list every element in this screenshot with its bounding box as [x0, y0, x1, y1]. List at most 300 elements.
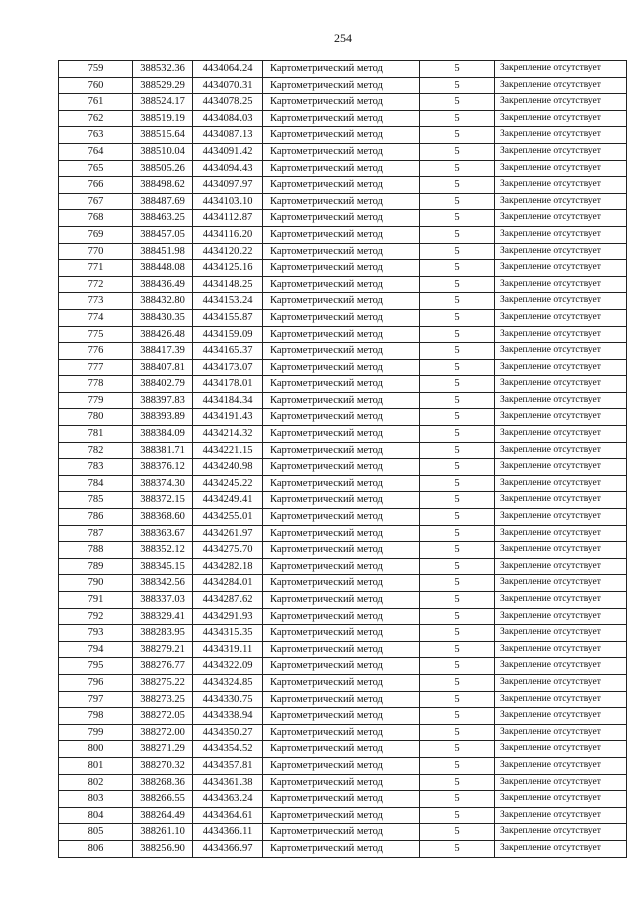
y-coordinate-cell: 4434357.81 — [193, 757, 263, 774]
x-coordinate-cell: 388430.35 — [133, 309, 193, 326]
accuracy-cell: 5 — [420, 791, 495, 808]
point-number-cell: 767 — [59, 193, 133, 210]
method-cell: Картометрический метод — [263, 260, 420, 277]
method-cell: Картометрический метод — [263, 309, 420, 326]
table-row — [59, 94, 627, 111]
table-row — [59, 326, 627, 343]
point-number-cell: 781 — [59, 426, 133, 443]
point-number-cell: 801 — [59, 757, 133, 774]
method-cell: Картометрический метод — [263, 492, 420, 509]
y-coordinate-cell: 4434148.25 — [193, 276, 263, 293]
x-coordinate-cell: 388271.29 — [133, 741, 193, 758]
point-number-cell: 803 — [59, 791, 133, 808]
table-row — [59, 641, 627, 658]
y-coordinate-cell: 4434350.27 — [193, 724, 263, 741]
accuracy-cell: 5 — [420, 592, 495, 609]
accuracy-cell: 5 — [420, 77, 495, 94]
point-number-cell: 789 — [59, 558, 133, 575]
method-cell: Картометрический метод — [263, 791, 420, 808]
table-row — [59, 542, 627, 559]
x-coordinate-cell: 388345.15 — [133, 558, 193, 575]
fixation-cell: Закрепление отсутствует — [495, 226, 627, 243]
x-coordinate-cell: 388266.55 — [133, 791, 193, 808]
accuracy-cell: 5 — [420, 442, 495, 459]
table-row — [59, 61, 627, 78]
y-coordinate-cell: 4434078.25 — [193, 94, 263, 111]
accuracy-cell: 5 — [420, 110, 495, 127]
y-coordinate-cell: 4434319.11 — [193, 641, 263, 658]
y-coordinate-cell: 4434361.38 — [193, 774, 263, 791]
method-cell: Картометрический метод — [263, 592, 420, 609]
fixation-cell: Закрепление отсутствует — [495, 840, 627, 857]
point-number-cell: 759 — [59, 61, 133, 78]
fixation-cell: Закрепление отсутствует — [495, 210, 627, 227]
x-coordinate-cell: 388276.77 — [133, 658, 193, 675]
point-number-cell: 793 — [59, 625, 133, 642]
x-coordinate-cell: 388463.25 — [133, 210, 193, 227]
x-coordinate-cell: 388515.64 — [133, 127, 193, 144]
y-coordinate-cell: 4434240.98 — [193, 459, 263, 476]
method-cell: Картометрический метод — [263, 459, 420, 476]
accuracy-cell: 5 — [420, 426, 495, 443]
accuracy-cell: 5 — [420, 376, 495, 393]
method-cell: Картометрический метод — [263, 392, 420, 409]
y-coordinate-cell: 4434191.43 — [193, 409, 263, 426]
fixation-cell: Закрепление отсутствует — [495, 757, 627, 774]
y-coordinate-cell: 4434287.62 — [193, 592, 263, 609]
x-coordinate-cell: 388272.05 — [133, 708, 193, 725]
method-cell: Картометрический метод — [263, 61, 420, 78]
y-coordinate-cell: 4434103.10 — [193, 193, 263, 210]
table-row — [59, 674, 627, 691]
table-row — [59, 243, 627, 260]
accuracy-cell: 5 — [420, 807, 495, 824]
point-number-cell: 766 — [59, 177, 133, 194]
method-cell: Картометрический метод — [263, 77, 420, 94]
method-cell: Картометрический метод — [263, 575, 420, 592]
x-coordinate-cell: 388510.04 — [133, 143, 193, 160]
point-number-cell: 785 — [59, 492, 133, 509]
method-cell: Картометрический метод — [263, 724, 420, 741]
fixation-cell: Закрепление отсутствует — [495, 61, 627, 78]
x-coordinate-cell: 388532.36 — [133, 61, 193, 78]
accuracy-cell: 5 — [420, 774, 495, 791]
method-cell: Картометрический метод — [263, 708, 420, 725]
x-coordinate-cell: 388505.26 — [133, 160, 193, 177]
x-coordinate-cell: 388283.95 — [133, 625, 193, 642]
point-number-cell: 768 — [59, 210, 133, 227]
method-cell: Картометрический метод — [263, 343, 420, 360]
method-cell: Картометрический метод — [263, 177, 420, 194]
y-coordinate-cell: 4434155.87 — [193, 309, 263, 326]
method-cell: Картометрический метод — [263, 276, 420, 293]
point-number-cell: 794 — [59, 641, 133, 658]
y-coordinate-cell: 4434364.61 — [193, 807, 263, 824]
point-number-cell: 782 — [59, 442, 133, 459]
y-coordinate-cell: 4434116.20 — [193, 226, 263, 243]
x-coordinate-cell: 388352.12 — [133, 542, 193, 559]
fixation-cell: Закрепление отсутствует — [495, 442, 627, 459]
method-cell: Картометрический метод — [263, 226, 420, 243]
accuracy-cell: 5 — [420, 475, 495, 492]
accuracy-cell: 5 — [420, 343, 495, 360]
y-coordinate-cell: 4434153.24 — [193, 293, 263, 310]
table-row — [59, 608, 627, 625]
x-coordinate-cell: 388487.69 — [133, 193, 193, 210]
method-cell: Картометрический метод — [263, 127, 420, 144]
point-number-cell: 776 — [59, 343, 133, 360]
method-cell: Картометрический метод — [263, 442, 420, 459]
point-number-cell: 770 — [59, 243, 133, 260]
coordinates-table — [58, 60, 627, 858]
table-row — [59, 492, 627, 509]
method-cell: Картометрический метод — [263, 359, 420, 376]
x-coordinate-cell: 388402.79 — [133, 376, 193, 393]
method-cell: Картометрический метод — [263, 741, 420, 758]
fixation-cell: Закрепление отсутствует — [495, 77, 627, 94]
x-coordinate-cell: 388272.00 — [133, 724, 193, 741]
y-coordinate-cell: 4434363.24 — [193, 791, 263, 808]
point-number-cell: 802 — [59, 774, 133, 791]
y-coordinate-cell: 4434064.24 — [193, 61, 263, 78]
fixation-cell: Закрепление отсутствует — [495, 426, 627, 443]
table-row — [59, 193, 627, 210]
y-coordinate-cell: 4434094.43 — [193, 160, 263, 177]
fixation-cell: Закрепление отсутствует — [495, 558, 627, 575]
accuracy-cell: 5 — [420, 509, 495, 526]
x-coordinate-cell: 388524.17 — [133, 94, 193, 111]
point-number-cell: 796 — [59, 674, 133, 691]
table-row — [59, 409, 627, 426]
y-coordinate-cell: 4434070.31 — [193, 77, 263, 94]
table-row — [59, 791, 627, 808]
x-coordinate-cell: 388261.10 — [133, 824, 193, 841]
accuracy-cell: 5 — [420, 824, 495, 841]
table-row — [59, 691, 627, 708]
fixation-cell: Закрепление отсутствует — [495, 376, 627, 393]
fixation-cell: Закрепление отсутствует — [495, 459, 627, 476]
point-number-cell: 771 — [59, 260, 133, 277]
method-cell: Картометрический метод — [263, 807, 420, 824]
fixation-cell: Закрепление отсутствует — [495, 309, 627, 326]
method-cell: Картометрический метод — [263, 757, 420, 774]
table-row — [59, 724, 627, 741]
accuracy-cell: 5 — [420, 558, 495, 575]
point-number-cell: 763 — [59, 127, 133, 144]
table-row — [59, 210, 627, 227]
fixation-cell: Закрепление отсутствует — [495, 691, 627, 708]
x-coordinate-cell: 388256.90 — [133, 840, 193, 857]
fixation-cell: Закрепление отсутствует — [495, 392, 627, 409]
table-row — [59, 293, 627, 310]
method-cell: Картометрический метод — [263, 110, 420, 127]
fixation-cell: Закрепление отсутствует — [495, 608, 627, 625]
fixation-cell: Закрепление отсутствует — [495, 260, 627, 277]
x-coordinate-cell: 388372.15 — [133, 492, 193, 509]
table-row — [59, 592, 627, 609]
fixation-cell: Закрепление отсутствует — [495, 741, 627, 758]
accuracy-cell: 5 — [420, 293, 495, 310]
x-coordinate-cell: 388519.19 — [133, 110, 193, 127]
point-number-cell: 783 — [59, 459, 133, 476]
point-number-cell: 786 — [59, 509, 133, 526]
method-cell: Картометрический метод — [263, 774, 420, 791]
y-coordinate-cell: 4434173.07 — [193, 359, 263, 376]
method-cell: Картометрический метод — [263, 143, 420, 160]
table-row — [59, 260, 627, 277]
x-coordinate-cell: 388374.30 — [133, 475, 193, 492]
accuracy-cell: 5 — [420, 210, 495, 227]
method-cell: Картометрический метод — [263, 243, 420, 260]
accuracy-cell: 5 — [420, 542, 495, 559]
table-row — [59, 625, 627, 642]
y-coordinate-cell: 4434282.18 — [193, 558, 263, 575]
point-number-cell: 764 — [59, 143, 133, 160]
fixation-cell: Закрепление отсутствует — [495, 276, 627, 293]
accuracy-cell: 5 — [420, 641, 495, 658]
table-row — [59, 276, 627, 293]
method-cell: Картометрический метод — [263, 94, 420, 111]
x-coordinate-cell: 388342.56 — [133, 575, 193, 592]
fixation-cell: Закрепление отсутствует — [495, 625, 627, 642]
fixation-cell: Закрепление отсутствует — [495, 641, 627, 658]
accuracy-cell: 5 — [420, 658, 495, 675]
fixation-cell: Закрепление отсутствует — [495, 807, 627, 824]
coordinates-table-body — [59, 61, 627, 858]
fixation-cell: Закрепление отсутствует — [495, 475, 627, 492]
x-coordinate-cell: 388381.71 — [133, 442, 193, 459]
point-number-cell: 798 — [59, 708, 133, 725]
y-coordinate-cell: 4434366.97 — [193, 840, 263, 857]
accuracy-cell: 5 — [420, 708, 495, 725]
table-row — [59, 226, 627, 243]
y-coordinate-cell: 4434291.93 — [193, 608, 263, 625]
table-row — [59, 77, 627, 94]
accuracy-cell: 5 — [420, 409, 495, 426]
y-coordinate-cell: 4434091.42 — [193, 143, 263, 160]
table-row — [59, 143, 627, 160]
accuracy-cell: 5 — [420, 741, 495, 758]
y-coordinate-cell: 4434112.87 — [193, 210, 263, 227]
y-coordinate-cell: 4434275.70 — [193, 542, 263, 559]
point-number-cell: 797 — [59, 691, 133, 708]
y-coordinate-cell: 4434255.01 — [193, 509, 263, 526]
point-number-cell: 774 — [59, 309, 133, 326]
table-row — [59, 426, 627, 443]
table-row — [59, 741, 627, 758]
y-coordinate-cell: 4434366.11 — [193, 824, 263, 841]
x-coordinate-cell: 388376.12 — [133, 459, 193, 476]
x-coordinate-cell: 388329.41 — [133, 608, 193, 625]
accuracy-cell: 5 — [420, 691, 495, 708]
y-coordinate-cell: 4434324.85 — [193, 674, 263, 691]
fixation-cell: Закрепление отсутствует — [495, 708, 627, 725]
accuracy-cell: 5 — [420, 392, 495, 409]
table-row — [59, 343, 627, 360]
accuracy-cell: 5 — [420, 492, 495, 509]
x-coordinate-cell: 388270.32 — [133, 757, 193, 774]
fixation-cell: Закрепление отсутствует — [495, 160, 627, 177]
point-number-cell: 780 — [59, 409, 133, 426]
x-coordinate-cell: 388268.36 — [133, 774, 193, 791]
y-coordinate-cell: 4434184.34 — [193, 392, 263, 409]
x-coordinate-cell: 388498.62 — [133, 177, 193, 194]
point-number-cell: 762 — [59, 110, 133, 127]
point-number-cell: 777 — [59, 359, 133, 376]
y-coordinate-cell: 4434084.03 — [193, 110, 263, 127]
method-cell: Картометрический метод — [263, 625, 420, 642]
y-coordinate-cell: 4434221.15 — [193, 442, 263, 459]
x-coordinate-cell: 388426.48 — [133, 326, 193, 343]
table-row — [59, 359, 627, 376]
accuracy-cell: 5 — [420, 94, 495, 111]
table-row — [59, 525, 627, 542]
y-coordinate-cell: 4434087.13 — [193, 127, 263, 144]
accuracy-cell: 5 — [420, 260, 495, 277]
fixation-cell: Закрепление отсутствует — [495, 177, 627, 194]
x-coordinate-cell: 388432.80 — [133, 293, 193, 310]
method-cell: Картометрический метод — [263, 840, 420, 857]
point-number-cell: 791 — [59, 592, 133, 609]
accuracy-cell: 5 — [420, 674, 495, 691]
method-cell: Картометрический метод — [263, 409, 420, 426]
accuracy-cell: 5 — [420, 193, 495, 210]
table-row — [59, 376, 627, 393]
fixation-cell: Закрепление отсутствует — [495, 575, 627, 592]
table-row — [59, 442, 627, 459]
page-number: 254 — [334, 31, 352, 45]
point-number-cell: 761 — [59, 94, 133, 111]
method-cell: Картометрический метод — [263, 608, 420, 625]
point-number-cell: 773 — [59, 293, 133, 310]
accuracy-cell: 5 — [420, 326, 495, 343]
table-row — [59, 824, 627, 841]
method-cell: Картометрический метод — [263, 542, 420, 559]
x-coordinate-cell: 388451.98 — [133, 243, 193, 260]
x-coordinate-cell: 388273.25 — [133, 691, 193, 708]
x-coordinate-cell: 388393.89 — [133, 409, 193, 426]
fixation-cell: Закрепление отсутствует — [495, 243, 627, 260]
point-number-cell: 788 — [59, 542, 133, 559]
point-number-cell: 795 — [59, 658, 133, 675]
y-coordinate-cell: 4434330.75 — [193, 691, 263, 708]
y-coordinate-cell: 4434125.16 — [193, 260, 263, 277]
point-number-cell: 806 — [59, 840, 133, 857]
accuracy-cell: 5 — [420, 840, 495, 857]
accuracy-cell: 5 — [420, 608, 495, 625]
table-row — [59, 110, 627, 127]
point-number-cell: 800 — [59, 741, 133, 758]
point-number-cell: 769 — [59, 226, 133, 243]
table-row — [59, 575, 627, 592]
y-coordinate-cell: 4434214.32 — [193, 426, 263, 443]
table-row — [59, 177, 627, 194]
y-coordinate-cell: 4434178.01 — [193, 376, 263, 393]
y-coordinate-cell: 4434245.22 — [193, 475, 263, 492]
method-cell: Картометрический метод — [263, 326, 420, 343]
fixation-cell: Закрепление отсутствует — [495, 409, 627, 426]
accuracy-cell: 5 — [420, 525, 495, 542]
y-coordinate-cell: 4434261.97 — [193, 525, 263, 542]
accuracy-cell: 5 — [420, 757, 495, 774]
y-coordinate-cell: 4434249.41 — [193, 492, 263, 509]
point-number-cell: 805 — [59, 824, 133, 841]
point-number-cell: 772 — [59, 276, 133, 293]
table-row — [59, 475, 627, 492]
method-cell: Картометрический метод — [263, 160, 420, 177]
fixation-cell: Закрепление отсутствует — [495, 774, 627, 791]
table-row — [59, 309, 627, 326]
x-coordinate-cell: 388363.67 — [133, 525, 193, 542]
fixation-cell: Закрепление отсутствует — [495, 791, 627, 808]
table-row — [59, 757, 627, 774]
y-coordinate-cell: 4434338.94 — [193, 708, 263, 725]
method-cell: Картометрический метод — [263, 509, 420, 526]
x-coordinate-cell: 388397.83 — [133, 392, 193, 409]
method-cell: Картометрический метод — [263, 426, 420, 443]
accuracy-cell: 5 — [420, 143, 495, 160]
fixation-cell: Закрепление отсутствует — [495, 492, 627, 509]
fixation-cell: Закрепление отсутствует — [495, 193, 627, 210]
fixation-cell: Закрепление отсутствует — [495, 674, 627, 691]
point-number-cell: 760 — [59, 77, 133, 94]
method-cell: Картометрический метод — [263, 658, 420, 675]
accuracy-cell: 5 — [420, 276, 495, 293]
point-number-cell: 778 — [59, 376, 133, 393]
point-number-cell: 804 — [59, 807, 133, 824]
fixation-cell: Закрепление отсутствует — [495, 724, 627, 741]
accuracy-cell: 5 — [420, 459, 495, 476]
x-coordinate-cell: 388264.49 — [133, 807, 193, 824]
x-coordinate-cell: 388436.49 — [133, 276, 193, 293]
fixation-cell: Закрепление отсутствует — [495, 110, 627, 127]
point-number-cell: 775 — [59, 326, 133, 343]
fixation-cell: Закрепление отсутствует — [495, 94, 627, 111]
point-number-cell: 787 — [59, 525, 133, 542]
x-coordinate-cell: 388337.03 — [133, 592, 193, 609]
fixation-cell: Закрепление отсутствует — [495, 343, 627, 360]
table-row — [59, 392, 627, 409]
y-coordinate-cell: 4434354.52 — [193, 741, 263, 758]
table-row — [59, 774, 627, 791]
x-coordinate-cell: 388448.08 — [133, 260, 193, 277]
table-row — [59, 459, 627, 476]
x-coordinate-cell: 388457.05 — [133, 226, 193, 243]
y-coordinate-cell: 4434165.37 — [193, 343, 263, 360]
accuracy-cell: 5 — [420, 309, 495, 326]
method-cell: Картометрический метод — [263, 475, 420, 492]
fixation-cell: Закрепление отсутствует — [495, 326, 627, 343]
x-coordinate-cell: 388275.22 — [133, 674, 193, 691]
table-row — [59, 807, 627, 824]
point-number-cell: 799 — [59, 724, 133, 741]
accuracy-cell: 5 — [420, 177, 495, 194]
accuracy-cell: 5 — [420, 724, 495, 741]
method-cell: Картометрический метод — [263, 824, 420, 841]
method-cell: Картометрический метод — [263, 558, 420, 575]
accuracy-cell: 5 — [420, 575, 495, 592]
fixation-cell: Закрепление отсутствует — [495, 359, 627, 376]
table-row — [59, 658, 627, 675]
accuracy-cell: 5 — [420, 127, 495, 144]
y-coordinate-cell: 4434284.01 — [193, 575, 263, 592]
fixation-cell: Закрепление отсутствует — [495, 824, 627, 841]
x-coordinate-cell: 388384.09 — [133, 426, 193, 443]
x-coordinate-cell: 388368.60 — [133, 509, 193, 526]
method-cell: Картометрический метод — [263, 293, 420, 310]
y-coordinate-cell: 4434120.22 — [193, 243, 263, 260]
table-row — [59, 127, 627, 144]
